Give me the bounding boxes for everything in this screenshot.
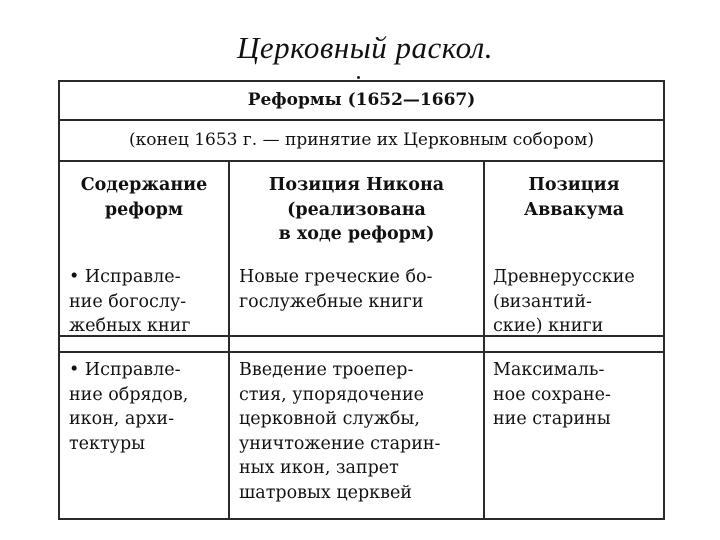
slide-title: Церковный раскол. bbox=[236, 30, 494, 65]
table-row bbox=[60, 257, 663, 353]
table-title: Реформы (1652—1667) bbox=[247, 90, 476, 110]
table-title-row bbox=[60, 82, 663, 121]
row1-content: • Исправле- ние богослу- жебных книг bbox=[69, 267, 191, 336]
row2-nikon: Введение троепер- стия, упорядочение церковной службы, уничтожение старин- ных икон, запрет шатровых церквей bbox=[228, 353, 483, 520]
table-subtitle: (конец 1653 г. — принятие их Церковным собором) bbox=[128, 130, 594, 150]
header-nikon: Позиция Никона (реализована в ходе реформ) bbox=[228, 162, 483, 335]
row2-content: • Исправле- ние обрядов, икон, архи- тектуры bbox=[69, 360, 189, 454]
row2-avvakum: Максималь- ное сохране- ние старины bbox=[483, 353, 663, 520]
row1-avvakum: Древнерусские (византий- ские) книги bbox=[483, 257, 663, 351]
title-dot bbox=[357, 76, 360, 79]
table-row bbox=[60, 353, 663, 520]
table-subtitle-row bbox=[60, 121, 663, 162]
header-content: Содержание реформ bbox=[80, 175, 208, 220]
header-avvakum: Позиция Аввакума bbox=[483, 162, 663, 335]
reforms-table bbox=[58, 80, 665, 520]
row1-nikon: Новые греческие бо- гослужебные книги bbox=[228, 257, 483, 351]
